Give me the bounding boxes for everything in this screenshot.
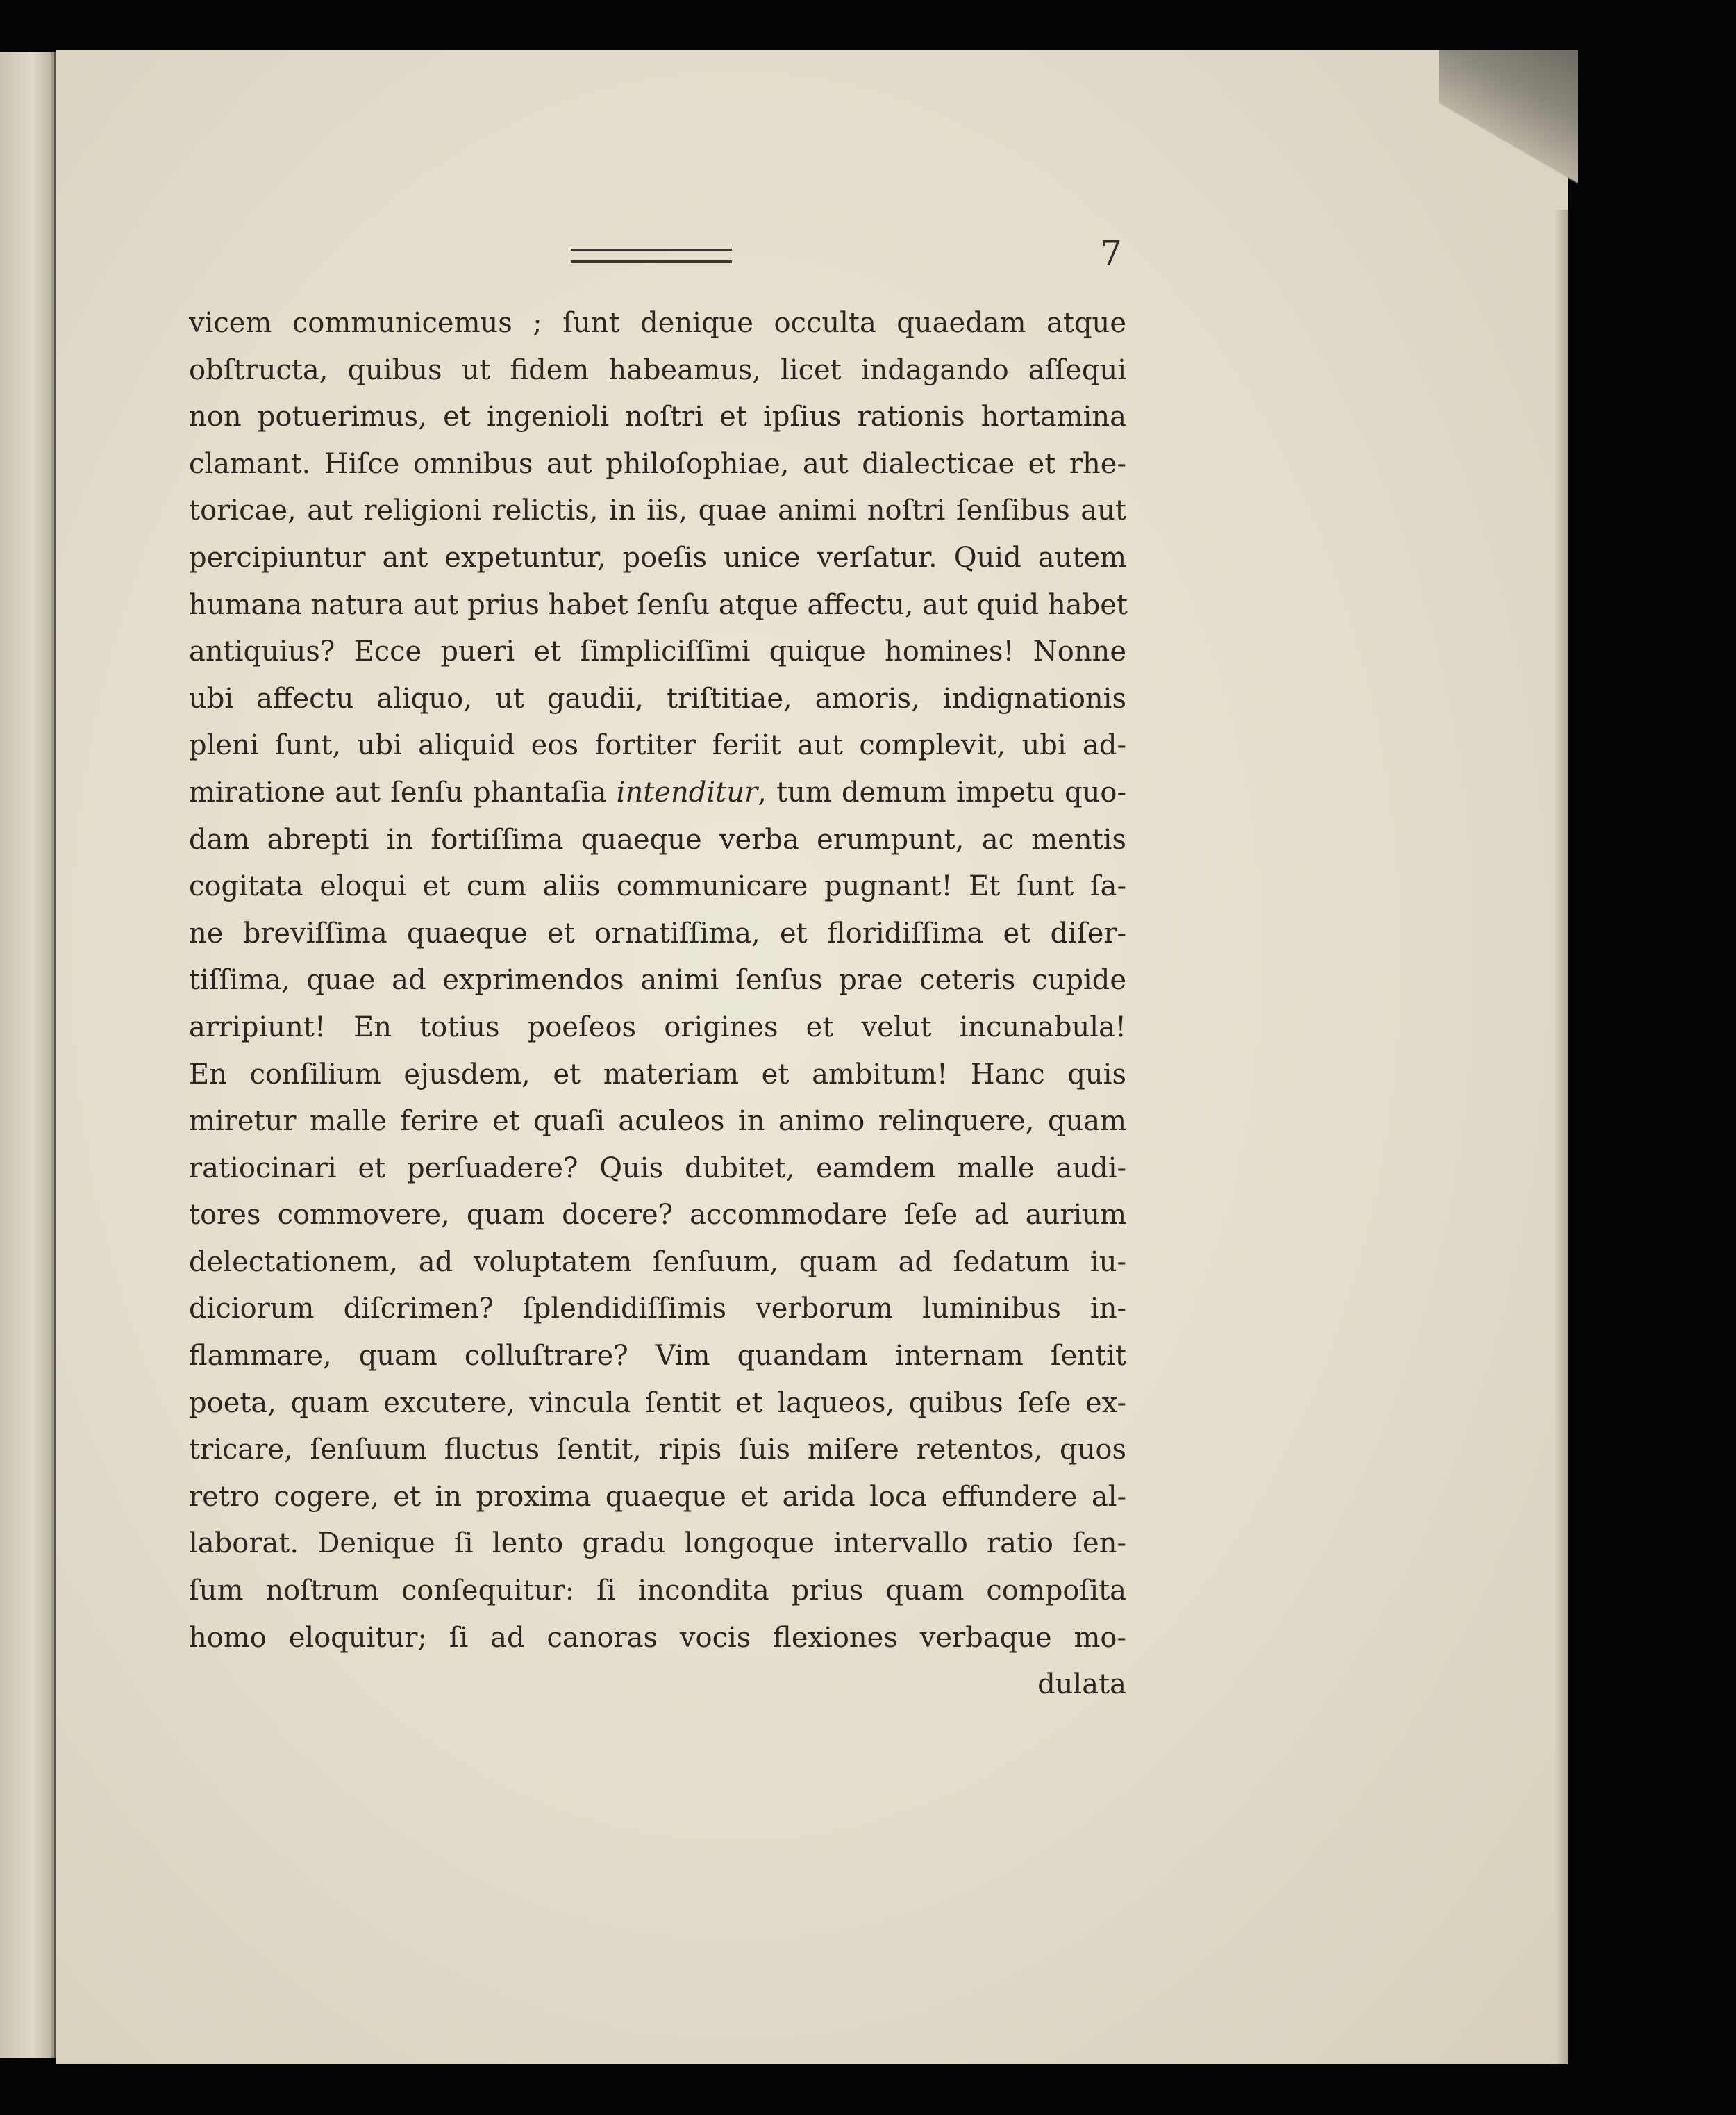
page-edge-shadow [1555,210,1568,2064]
body-text [189,300,1126,1709]
text-line: tores commovere, quam docere? accommodare ſeſe ad aurium [189,1199,1126,1231]
text-line: non potuerimus, et ingenioli noſtri et ipſius rationis hortamina [189,401,1126,433]
text-line: dulata [1037,1668,1126,1701]
text-line: ratiocinari et perſuadere? Quis dubitet, eamdem malle audi- [189,1152,1126,1184]
text-line: retro cogere, et in proxima quaeque et arida loca effundere al- [189,1480,1126,1513]
text-line: vicem communicemus ; ſunt denique occulta quaedam atque [189,307,1126,339]
text-line: laborat. Denique ſi lento gradu longoque intervallo ratio ſen- [189,1527,1126,1560]
torn-corner [1439,50,1578,210]
header-double-rule [571,249,732,263]
text-line: obſtructa, quibus ut fidem habeamus, licet indagando aſſequi [189,354,1126,386]
text-line: En conſilium ejusdem, et materiam et ambitum! Hanc quis [189,1058,1126,1090]
text-line: ubi affectu aliquo, ut gaudii, triſtitiae, amoris, indignationis [189,682,1126,715]
text-line: percipiuntur ant expetuntur, poeſis unice verſatur. Quid autem [189,541,1126,574]
text-line: dam abrepti in fortiſſima quaeque verba erumpunt, ac mentis [189,823,1126,856]
text-line: ne breviſſima quaeque et ornatiſſima, et floridiſſima et diſer- [189,917,1126,949]
facing-page-edge [0,52,54,2058]
text-line: cogitata eloqui et cum aliis communicare pugnant! Et ſunt ſa- [189,870,1126,903]
text-line: toricae, aut religioni relictis, in iis, quae animi noſtri ſenſibus aut [189,495,1126,527]
text-line: miratione aut ſenſu phantaſia intenditur, tum demum impetu quo- [189,776,1126,808]
text-line: tiſſima, quae ad exprimendos animi ſenſus prae ceteris cupide [189,964,1126,997]
text-line: flammare, quam colluſtrare? Vim quandam internam ſentit [189,1340,1126,1372]
text-line: arripiunt! En totius poeſeos origines et velut incunabula! [189,1011,1126,1043]
page-number: 7 [1100,233,1122,274]
text-line: antiquius? Ecce pueri et ſimpliciſſimi quique homines! Nonne [189,636,1126,668]
text-line: poeta, quam excutere, vincula ſentit et laqueos, quibus ſeſe ex- [189,1386,1126,1419]
text-line: clamant. Hiſce omnibus aut philoſophiae, aut dialecticae et rhe- [189,447,1126,480]
text-line: diciorum diſcrimen? ſplendidiſſimis verborum luminibus in- [189,1293,1126,1325]
text-line: delectationem, ad voluptatem ſenſuum, quam ad ſedatum iu- [189,1245,1126,1278]
text-line: tricare, ſenſuum fluctus ſentit, ripis ſuis miſere retentos, quos [189,1434,1126,1466]
text-line: homo eloquitur; ſi ad canoras vocis flexiones verbaque mo- [189,1621,1126,1654]
text-line: humana natura aut prius habet ſenſu atque affectu, aut quid habet [189,588,1128,621]
text-line: miretur malle ferire et quaſi aculeos in animo relinquere, quam [189,1105,1126,1138]
text-line: ſum noſtrum conſequitur: ſi incondita prius quam compoſita [189,1575,1126,1607]
text-line: pleni ſunt, ubi aliquid eos fortiter feriit aut complevit, ubi ad- [189,729,1126,762]
